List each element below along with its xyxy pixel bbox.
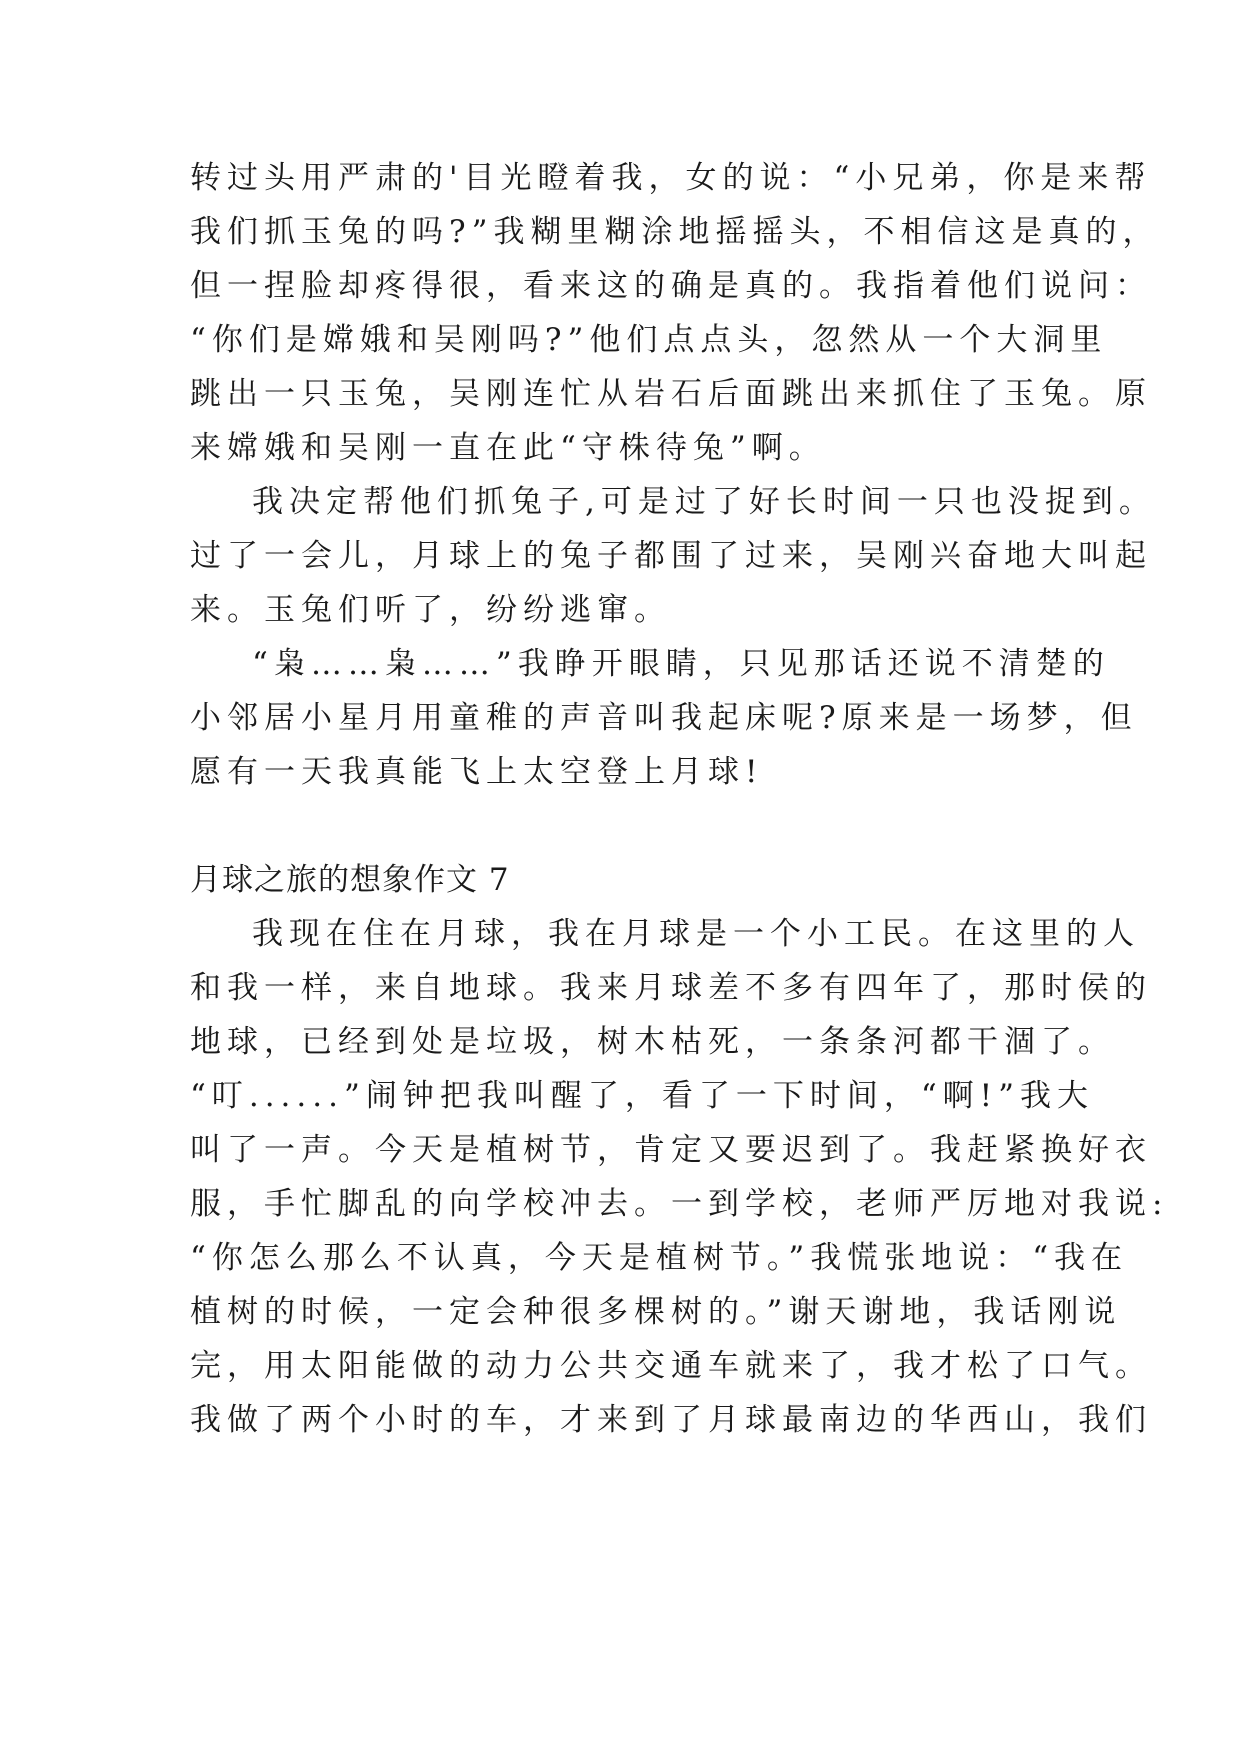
text-line: 完，用太阳能做的动力公共交通车就来了，我才松了口气。 — [190, 1348, 1152, 1384]
paragraph-first-line: 我现在住在月球，我在月球是一个小工民。在这里的人 — [252, 916, 1140, 952]
text-line: 跳出一只玉兔，吴刚连忙从岩石后面跳出来抓住了玉兔。原 — [190, 376, 1152, 412]
text-line: 过了一会儿，月球上的兔子都围了过来，吴刚兴奋地大叫起 — [190, 538, 1152, 574]
text-line: “叮......”闹钟把我叫醒了，看了一下时间，“啊!”我大 — [190, 1078, 1094, 1114]
text-line: 来嫦娥和吴刚一直在此“守株待兔”啊。 — [190, 430, 826, 466]
text-line: 但一捏脸却疼得很，看来这的确是真的。我指着他们说问： — [190, 268, 1152, 304]
text-line: 小邻居小星月用童稚的声音叫我起床呢?原来是一场梦，但 — [190, 700, 1138, 736]
text-line: 叫了一声。今天是植树节，肯定又要迟到了。我赶紧换好衣 — [190, 1132, 1152, 1168]
section-heading: 月球之旅的想象作文 7 — [190, 862, 510, 898]
text-line: “你怎么那么不认真，今天是植树节。”我慌张地说：“我在 — [190, 1240, 1129, 1276]
text-line: 地球，已经到处是垃圾，树木枯死，一条条河都干涸了。 — [190, 1024, 1115, 1060]
text-line: 愿有一天我真能飞上太空登上月球! — [190, 754, 764, 790]
text-line: “你们是嫦娥和吴刚吗?”他们点点头，忽然从一个大洞里 — [190, 322, 1108, 358]
text-line: 来。玉兔们听了，纷纷逃窜。 — [190, 592, 671, 628]
text-line: 服，手忙脚乱的向学校冲去。一到学校，老师严厉地对我说: — [190, 1186, 1169, 1222]
text-line: 植树的时候，一定会种很多棵树的。”谢天谢地，我话刚说 — [190, 1294, 1122, 1330]
text-line: 转过头用严肃的'目光瞪着我，女的说：“小兄弟，你是来帮 — [190, 160, 1152, 196]
paragraph-first-line: 我决定帮他们抓兔子,可是过了好长时间一只也没捉到。 — [252, 484, 1156, 520]
text-line: 和我一样，来自地球。我来月球差不多有四年了，那时侯的 — [190, 970, 1152, 1006]
text-line: 我们抓玉兔的吗?”我糊里糊涂地摇摇头，不相信这是真的， — [190, 214, 1160, 250]
text-line: 我做了两个小时的车，才来到了月球最南边的华西山，我们 — [190, 1402, 1152, 1438]
paragraph-first-line: “枭……枭……”我睁开眼睛，只见那话还说不清楚的 — [252, 646, 1110, 682]
